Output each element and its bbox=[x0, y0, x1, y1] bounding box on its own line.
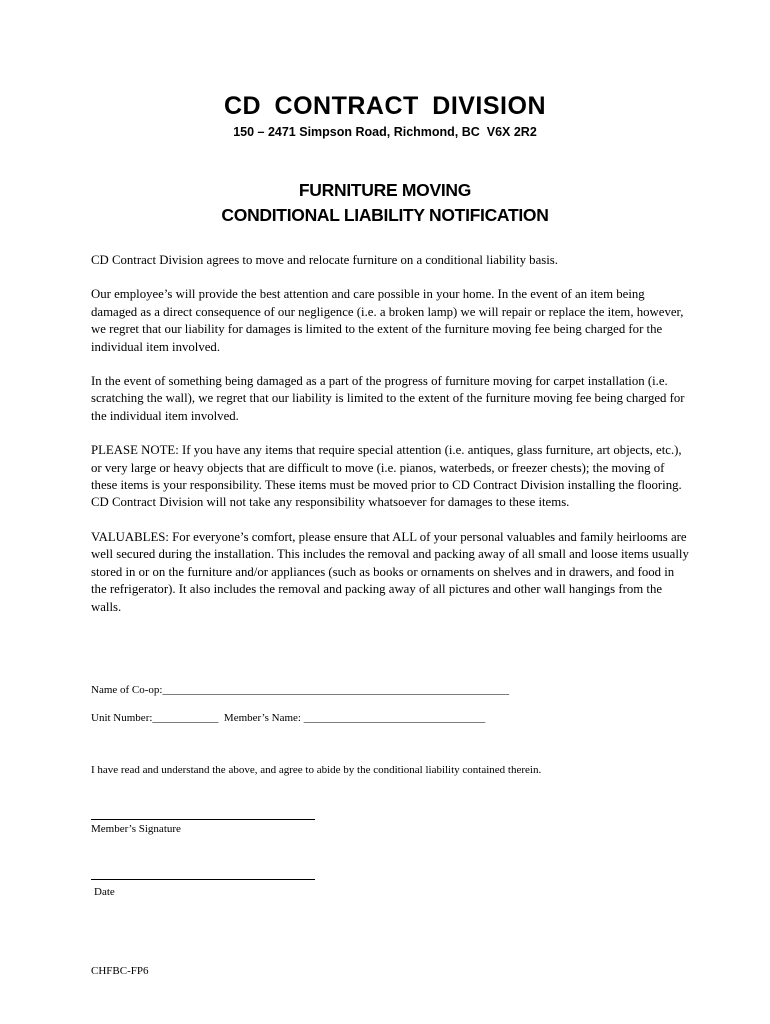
date-label: Date bbox=[94, 886, 115, 898]
acknowledgement-text: I have read and understand the above, and agree to abide by the conditional liability contained therein. bbox=[91, 764, 542, 776]
paragraph-valuables: VALUABLES: For everyone’s comfort, please ensure that ALL of your personal valuables and family heirlooms are well secured during the installation. This includes the removal and packing away of all small and loose items usually stored in or on the furniture and/or appliances (such as books or ornaments on shelves and in drawers, and food in the refrigerator). It also includes the removal and packing away of all pictures and other wall hangings from the walls. bbox=[91, 529, 689, 614]
form-code: CHFBC-FP6 bbox=[91, 965, 149, 977]
signature-line[interactable] bbox=[91, 819, 315, 820]
company-name: CD CONTRACT DIVISION bbox=[224, 92, 546, 120]
signature-label: Member’s Signature bbox=[91, 823, 181, 835]
paragraph-intro: CD Contract Division agrees to move and relocate furniture on a conditional liability basis. bbox=[91, 253, 558, 267]
document-title-line-2: CONDITIONAL LIABILITY NOTIFICATION bbox=[221, 205, 549, 225]
coop-name-field[interactable]: Name of Co-op:_______________________________________________________________ bbox=[91, 684, 509, 696]
paragraph-carpet-installation: In the event of something being damaged as a part of the progress of furniture moving for carpet installation (i.e. scratching the wall), we regret that our liability is limited to the extent of the furniture moving fee being charged for the individual item involved. bbox=[91, 374, 685, 423]
unit-member-field[interactable]: Unit Number:____________ Member’s Name: _________________________________ bbox=[91, 712, 486, 724]
date-line[interactable] bbox=[91, 879, 315, 880]
document-title-line-1: FURNITURE MOVING bbox=[298, 180, 472, 200]
paragraph-negligence: Our employee’s will provide the best attention and care possible in your home. In the event of an item being damaged as a direct consequence of our negligence (i.e. a broken lamp) we will repair or replace the item, however, we regret that our liability for damages is limited to the extent of the furniture moving fee being charged for the individual item involved. bbox=[91, 287, 684, 354]
paragraph-please-note: PLEASE NOTE: If you have any items that require special attention (i.e. antiques, glass furniture, art objects, etc.), or very large or heavy objects that are difficult to move (i.e. pianos, waterbeds, or freezer chests); the moving of these items is your responsibility. These items must be moved prior to CD Contract Division installing the flooring. CD Contract Division will not take any responsibility whatsoever for damages to these items. bbox=[91, 443, 682, 510]
company-address: 150 – 2471 Simpson Road, Richmond, BC V6X 2R2 bbox=[233, 125, 537, 139]
document-body bbox=[91, 252, 691, 633]
